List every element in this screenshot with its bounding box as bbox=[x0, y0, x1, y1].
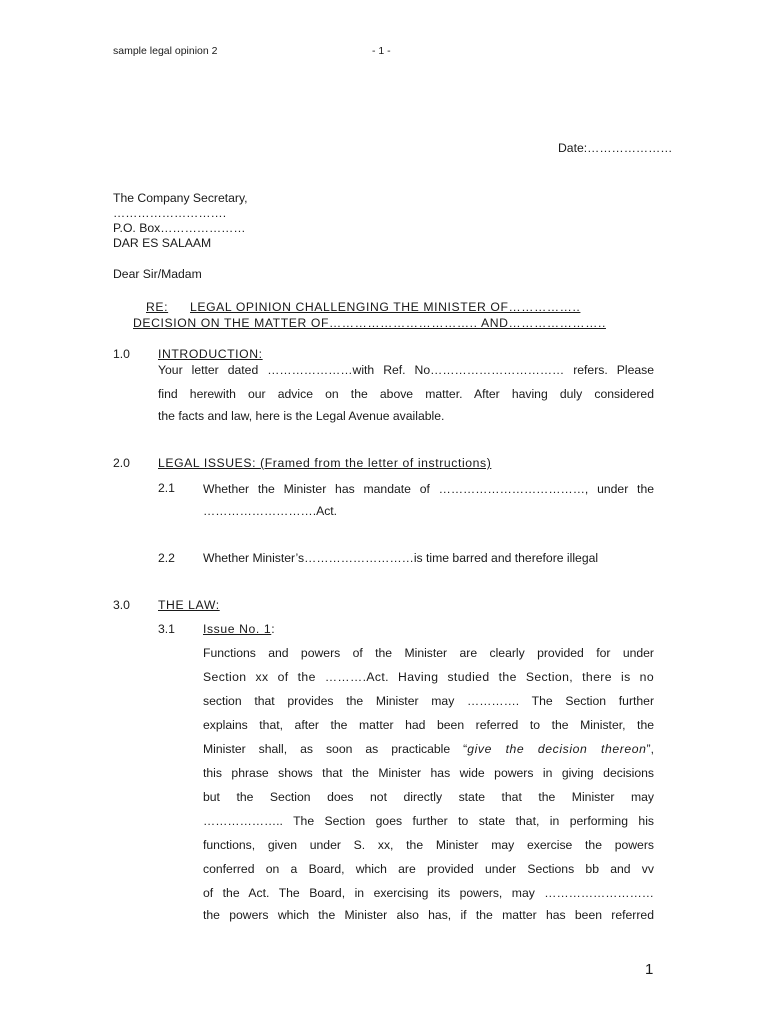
address-line-recipient: The Company Secretary, bbox=[113, 191, 248, 205]
law-text-line: Functions and powers of the Minister are clearly provided for under bbox=[203, 646, 654, 660]
intro-text-line: find herewith our advice on the above matter. After having duly considered bbox=[158, 387, 654, 401]
quoted-phrase: give the decision thereon bbox=[467, 742, 647, 756]
issue-2-1-text: ……………………….Act. bbox=[203, 504, 338, 518]
issue-1-colon: : bbox=[271, 622, 275, 636]
law-text-line: ……………….. The Section goes further to state that, in performing his bbox=[203, 814, 654, 828]
law-text-line: section that provides the Minister may …………. The Section further bbox=[203, 694, 654, 708]
document-header-title: sample legal opinion 2 bbox=[113, 45, 218, 57]
date-line: Date:………………… bbox=[558, 141, 673, 155]
section-heading-legal-issues: LEGAL ISSUES: (Framed from the letter of instructions) bbox=[158, 456, 492, 470]
intro-text-line: Your letter dated …………………with Ref. No…………………………… refers. Please bbox=[158, 363, 654, 377]
subsection-number-3-1: 3.1 bbox=[158, 622, 175, 636]
law-text-quote-lead: Minister shall, as soon as practicable “ bbox=[203, 742, 468, 756]
section-number-1: 1.0 bbox=[113, 347, 130, 361]
issue-number-2-2: 2.2 bbox=[158, 551, 175, 565]
issue-2-2-text: Whether Minister’s………………………is time barred and therefore illegal bbox=[203, 551, 599, 565]
issue-2-1-text: Whether the Minister has mandate of ………………………………, under the bbox=[203, 482, 654, 496]
re-label: RE: bbox=[146, 300, 169, 314]
salutation: Dear Sir/Madam bbox=[113, 267, 202, 281]
address-line-blank: ………………………. bbox=[113, 206, 227, 220]
law-text-line: but the Section does not directly state that the Minister may bbox=[203, 790, 654, 804]
section-number-3: 3.0 bbox=[113, 598, 130, 612]
footer-page-number: 1 bbox=[645, 961, 654, 978]
subsection-heading-issue-1 bbox=[203, 622, 275, 636]
address-line-city: DAR ES SALAAM bbox=[113, 236, 212, 250]
section-heading-introduction: INTRODUCTION: bbox=[158, 347, 263, 361]
header-page-marker: - 1 - bbox=[372, 45, 391, 57]
issue-1-title: Issue No. 1 bbox=[203, 622, 272, 636]
intro-text-line: the facts and law, here is the Legal Avenue available. bbox=[158, 409, 445, 423]
law-text-line-with-quote bbox=[203, 740, 654, 758]
address-line-pobox: P.O. Box………………… bbox=[113, 221, 246, 235]
section-number-2: 2.0 bbox=[113, 456, 130, 470]
law-text-line: the powers which the Minister also has, if the matter has been referred bbox=[203, 908, 654, 922]
law-text-line: Section xx of the ……….Act. Having studied the Section, there is no bbox=[203, 670, 654, 684]
section-heading-the-law: THE LAW: bbox=[158, 598, 220, 612]
law-text-line: explains that, after the matter had been referred to the Minister, the bbox=[203, 718, 654, 732]
law-text-quote-close: ”, bbox=[646, 742, 654, 756]
re-title-line-2: DECISION ON THE MATTER OF…………………………….. AND………………….. bbox=[133, 316, 606, 330]
issue-number-2-1: 2.1 bbox=[158, 481, 175, 495]
law-text-line: conferred on a Board, which are provided under Sections bb and vv bbox=[203, 862, 654, 876]
law-text-line: of the Act. The Board, in exercising its powers, may ……………………… bbox=[203, 886, 654, 900]
law-text-line: this phrase shows that the Minister has wide powers in giving decisions bbox=[203, 766, 654, 780]
law-text-line: functions, given under S. xx, the Minister may exercise the powers bbox=[203, 838, 654, 852]
re-title-line-1: LEGAL OPINION CHALLENGING THE MINISTER OF…………….. bbox=[190, 300, 581, 314]
